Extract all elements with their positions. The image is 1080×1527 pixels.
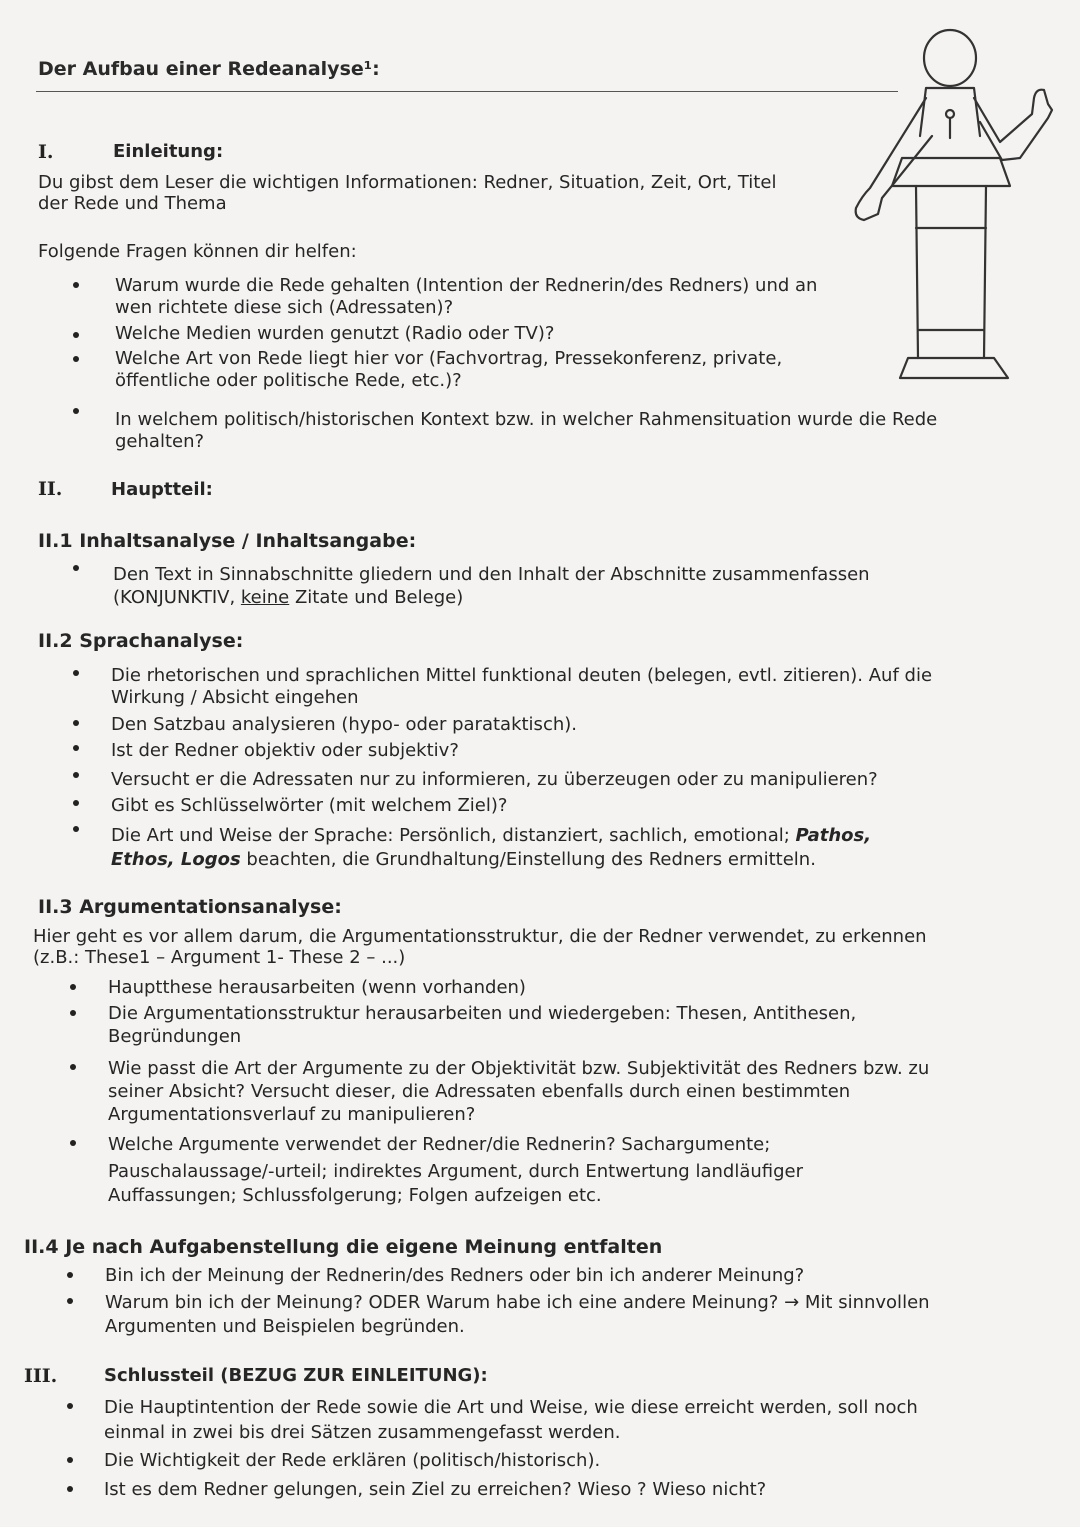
einleitung-question-3-line-1: Welche Art von Rede liegt hier vor (Fachvortrag, Pressekonferenz, private, xyxy=(115,348,783,369)
section-number-2: II. xyxy=(38,478,63,500)
podium-column xyxy=(916,186,986,358)
bullet-dot xyxy=(73,826,79,832)
eigene-meinung-bullet-1: Bin ich der Meinung der Rednerin/des Redners oder bin ich anderer Meinung? xyxy=(105,1265,805,1286)
podium-base xyxy=(900,358,1008,378)
speaker-right-arm xyxy=(974,90,1052,160)
einleitung-question-3-line-2: öffentliche oder politische Rede, etc.)? xyxy=(115,370,462,391)
argumentationsanalyse-bullet-1: Hauptthese herausarbeiten (wenn vorhanden) xyxy=(108,977,526,998)
inhaltsanalyse-bullet-line-1: Den Text in Sinnabschnitte gliedern und den Inhalt der Abschnitte zusammenfassen xyxy=(113,564,870,585)
sprachanalyse-bullet-1-line-2: Wirkung / Absicht eingehen xyxy=(111,687,359,708)
sprachanalyse-bullet-5: Gibt es Schlüsselwörter (mit welchem Ziel)? xyxy=(111,795,508,816)
bullet-dot xyxy=(73,565,79,571)
subsection-heading-eigene-meinung: II.4 Je nach Aufgabenstellung die eigene Meinung entfalten xyxy=(24,1236,663,1258)
argumentationsanalyse-bullet-3-line-1: Wie passt die Art der Argumente zu der Objektivität bzw. Subjektivität des Redners bzw. zu xyxy=(108,1058,930,1079)
bullet-dot xyxy=(70,1010,76,1016)
bullet-dot xyxy=(70,1140,76,1146)
bullet-dot xyxy=(67,1486,73,1492)
argumentationsanalyse-intro-line-2: (z.B.: These1 – Argument 1- These 2 – ...) xyxy=(33,947,406,968)
bullet-dot xyxy=(73,408,79,414)
bullet-dot xyxy=(73,282,79,288)
schlussteil-bullet-1-line-2: einmal in zwei bis drei Sätzen zusammengefasst werden. xyxy=(104,1422,621,1443)
bullet-dot xyxy=(73,745,79,751)
bullet-dot xyxy=(73,356,79,362)
inhaltsanalyse-bullet-line-2: (KONJUNKTIV, keine Zitate und Belege) xyxy=(113,587,464,608)
bullet-dot xyxy=(73,670,79,676)
title-underline xyxy=(36,91,898,92)
argumentationsanalyse-intro-line-1: Hier geht es vor allem darum, die Argumentationsstruktur, die der Redner verwendet, zu erkennen xyxy=(33,926,927,947)
section-number-3: III. xyxy=(24,1365,58,1387)
bullet-dot xyxy=(67,1457,73,1463)
sprachanalyse-bullet-4: Versucht er die Adressaten nur zu informieren, zu überzeugen oder zu manipulieren? xyxy=(111,769,878,790)
sprachanalyse-bullet-6-line-2: Ethos, Logos beachten, die Grundhaltung/Einstellung des Redners ermitteln. xyxy=(111,849,816,870)
bullet-dot xyxy=(73,800,79,806)
bullet-dot xyxy=(70,1064,76,1070)
argumentationsanalyse-bullet-4-line-3: Auffassungen; Schlussfolgerung; Folgen aufzeigen etc. xyxy=(108,1185,602,1206)
argumentationsanalyse-bullet-3-line-3: Argumentationsverlauf zu manipulieren? xyxy=(108,1104,476,1125)
bullet-dot xyxy=(67,1272,73,1278)
sprachanalyse-bullet-6-line-1: Die Art und Weise der Sprache: Persönlich, distanziert, sachlich, emotional; Pathos, xyxy=(111,825,872,846)
argumentationsanalyse-bullet-4-line-2: Pauschalaussage/-urteil; indirektes Argument, durch Entwertung landläufiger xyxy=(108,1161,803,1182)
schlussteil-bullet-1-line-1: Die Hauptintention der Rede sowie die Art und Weise, wie diese erreicht werden, soll noch xyxy=(104,1397,918,1418)
argumentationsanalyse-bullet-2-line-2: Begründungen xyxy=(108,1026,242,1047)
section-number-1: I. xyxy=(38,141,54,163)
section-heading-hauptteil: Hauptteil: xyxy=(111,479,213,500)
argumentationsanalyse-bullet-2-line-1: Die Argumentationsstruktur herausarbeiten und wiedergeben: Thesen, Antithesen, xyxy=(108,1003,857,1024)
subsection-heading-inhaltsanalyse: II.1 Inhaltsanalyse / Inhaltsangabe: xyxy=(38,530,417,552)
einleitung-intro-line-2: der Rede und Thema xyxy=(38,193,227,214)
bullet-dot xyxy=(73,772,79,778)
speaker-podium-illustration xyxy=(840,18,1060,388)
einleitung-question-1-line-1: Warum wurde die Rede gehalten (Intention der Rednerin/des Redners) und an xyxy=(115,275,818,296)
einleitung-intro-line-1: Du gibst dem Leser die wichtigen Informationen: Redner, Situation, Zeit, Ort, Titel xyxy=(38,172,777,193)
bullet-dot xyxy=(67,1298,73,1304)
subsection-heading-argumentationsanalyse: II.3 Argumentationsanalyse: xyxy=(38,896,342,918)
einleitung-question-4-line-2: gehalten? xyxy=(115,431,205,452)
section-heading-einleitung: Einleitung: xyxy=(113,141,224,162)
bullet-dot xyxy=(67,1403,73,1409)
sprachanalyse-bullet-3: Ist der Redner objektiv oder subjektiv? xyxy=(111,740,459,761)
schlussteil-bullet-2: Die Wichtigkeit der Rede erklären (politisch/historisch). xyxy=(104,1450,601,1471)
einleitung-question-4-line-1: In welchem politisch/historischen Kontext bzw. in welcher Rahmensituation wurde die Rede xyxy=(115,409,938,430)
section-heading-schlussteil: Schlussteil (BEZUG ZUR EINLEITUNG): xyxy=(104,1365,488,1386)
bullet-dot xyxy=(73,332,79,338)
einleitung-question-2: Welche Medien wurden genutzt (Radio oder TV)? xyxy=(115,323,555,344)
eigene-meinung-bullet-2-line-2: Argumenten und Beispielen begründen. xyxy=(105,1316,465,1337)
sprachanalyse-bullet-1-line-1: Die rhetorischen und sprachlichen Mittel funktional deuten (belegen, evtl. zitieren). Auf die xyxy=(111,665,933,686)
microphone xyxy=(946,110,954,138)
document-title: Der Aufbau einer Redeanalyse¹: xyxy=(38,58,380,80)
schlussteil-bullet-3: Ist es dem Redner gelungen, sein Ziel zu erreichen? Wieso ? Wieso nicht? xyxy=(104,1479,767,1500)
questions-lead: Folgende Fragen können dir helfen: xyxy=(38,241,357,262)
bullet-dot xyxy=(70,984,76,990)
sprachanalyse-bullet-2: Den Satzbau analysieren (hypo- oder parataktisch). xyxy=(111,714,577,735)
bullet-dot xyxy=(73,720,79,726)
subsection-heading-sprachanalyse: II.2 Sprachanalyse: xyxy=(38,630,244,652)
einleitung-question-1-line-2: wen richtete diese sich (Adressaten)? xyxy=(115,297,454,318)
argumentationsanalyse-bullet-4-line-1: Welche Argumente verwendet der Redner/die Rednerin? Sachargumente; xyxy=(108,1134,771,1155)
argumentationsanalyse-bullet-3-line-2: seiner Absicht? Versucht dieser, die Adressaten ebenfalls durch einen bestimmten xyxy=(108,1081,851,1102)
speaker-head xyxy=(924,30,976,86)
eigene-meinung-bullet-2-line-1: Warum bin ich der Meinung? ODER Warum habe ich eine andere Meinung? → Mit sinnvollen xyxy=(105,1292,930,1313)
